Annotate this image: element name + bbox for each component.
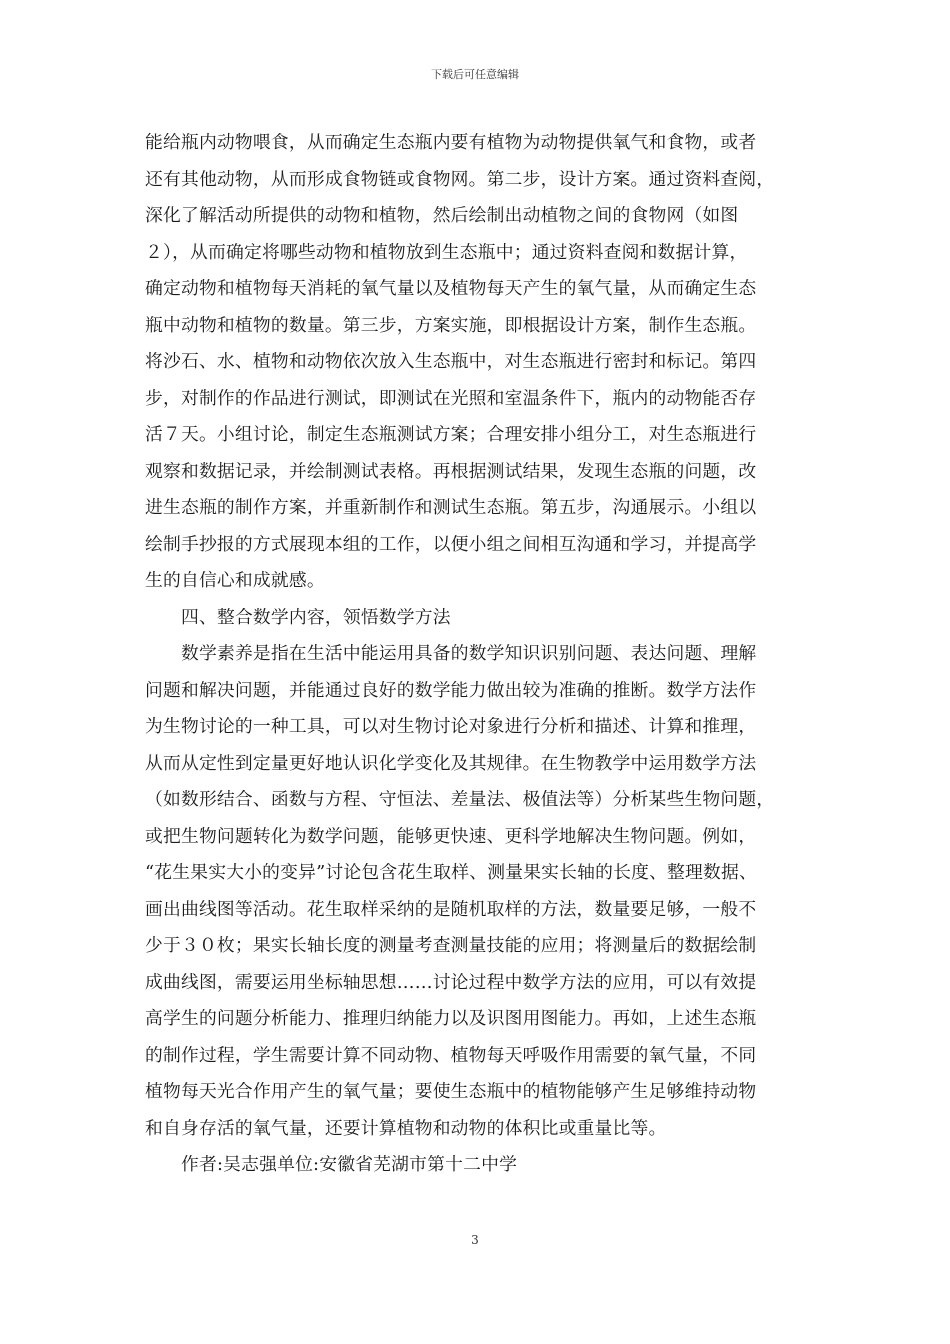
page-header: 下载后可任意编辑	[431, 68, 519, 81]
text-line: 生的自信心和成就感。	[145, 570, 325, 591]
page-number: 3	[471, 1233, 479, 1247]
author-line: 作者:吴志强单位:安徽省芜湖市第十二中学	[181, 1154, 518, 1175]
text-line: 成曲线图，需要运用坐标轴思想……讨论过程中数学方法的应用，可以有效提	[145, 971, 757, 993]
text-line: 深化了解活动所提供的动物和植物，然后绘制出动植物之间的食物网（如图	[145, 205, 739, 226]
text-line: “花生果实大小的变异”讨论包含花生取样、测量果实长轴的长度、整理数据、	[145, 862, 757, 883]
text-line: 瓶中动物和植物的数量。第三步，方案实施，即根据设计方案，制作生态瓶。	[145, 314, 757, 336]
text-line: 能给瓶内动物喂食，从而确定生态瓶内要有植物为动物提供氧气和食物，或者	[145, 132, 757, 153]
text-line: 步，对制作的作品进行测试，即测试在光照和室温条件下，瓶内的动物能否存	[145, 387, 757, 409]
text-line: 画出曲线图等活动。花生取样采纳的是随机取样的方法，数量要足够，一般不	[145, 898, 757, 920]
text-line: 少于３０枚；果实长轴长度的测量考查测量技能的应用；将测量后的数据绘制	[145, 935, 757, 956]
text-line: 和自身存活的氧气量，还要计算植物和动物的体积比或重量比等。	[145, 1117, 667, 1139]
text-line: 从而从定性到定量更好地认识化学变化及其规律。在生物教学中运用数学方法	[145, 752, 757, 774]
text-line: 的制作过程，学生需要计算不同动物、植物每天呼吸作用需要的氧气量，不同	[145, 1044, 757, 1066]
text-line: （如数形结合、函数与方程、守恒法、差量法、极值法等）分析某些生物问题，	[145, 789, 775, 810]
text-line: 或把生物问题转化为数学问题，能够更快速、更科学地解决生物问题。例如，	[145, 825, 757, 847]
text-line: 进生态瓶的制作方案，并重新制作和测试生态瓶。第五步，沟通展示。小组以	[145, 497, 757, 518]
text-line: 确定动物和植物每天消耗的氧气量以及植物每天产生的氧气量，从而确定生态	[145, 278, 757, 299]
text-line: 还有其他动物，从而形成食物链或食物网。第二步，设计方案。通过资料查阅，	[145, 168, 775, 190]
text-line: 植物每天光合作用产生的氧气量；要使生态瓶中的植物能够产生足够维持动物	[145, 1081, 757, 1102]
section-heading: 四、整合数学内容，领悟数学方法	[181, 606, 451, 628]
text-line: 将沙石、水、植物和动物依次放入生态瓶中，对生态瓶进行密封和标记。第四	[145, 351, 757, 372]
text-line: 为生物讨论的一种工具，可以对生物讨论对象进行分析和描述、计算和推理，	[145, 716, 757, 737]
text-line: 观察和数据记录，并绘制测试表格。再根据测试结果，发现生态瓶的问题，改	[145, 460, 757, 482]
text-line: 绘制手抄报的方式展现本组的工作，以便小组之间相互沟通和学习，并提高学	[145, 533, 757, 555]
text-line: 活７天。小组讨论，制定生态瓶测试方案；合理安排小组分工，对生态瓶进行	[145, 424, 757, 445]
text-line: 高学生的问题分析能力、推理归纳能力以及识图用图能力。再如，上述生态瓶	[145, 1008, 757, 1029]
text-line: ２），从而确定将哪些动物和植物放到生态瓶中；通过资料查阅和数据计算，	[145, 241, 748, 263]
text-line: 问题和解决问题，并能通过良好的数学能力做出较为准确的推断。数学方法作	[145, 679, 757, 701]
document-body	[145, 125, 807, 1184]
text-line: 数学素养是指在生活中能运用具备的数学知识识别问题、表达问题、理解	[181, 643, 757, 664]
